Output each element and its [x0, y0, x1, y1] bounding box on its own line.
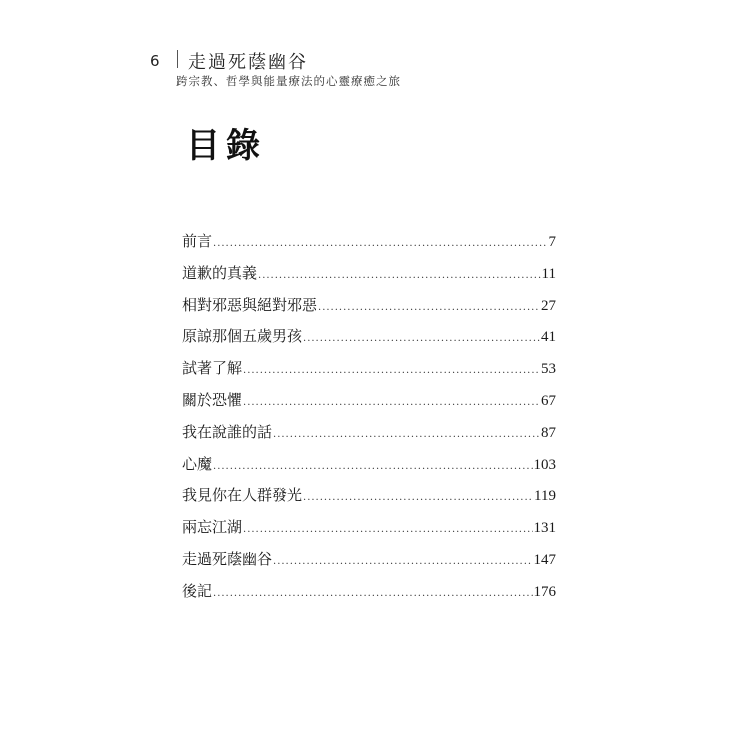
toc-entry-page: 7 [548, 234, 556, 250]
toc-entry-title: 試著了解 [182, 359, 243, 378]
dot-leader [303, 486, 533, 510]
toc-entry [182, 547, 556, 579]
toc-entry-page: 147 [533, 551, 556, 568]
book-title: 走過死蔭幽谷 [188, 52, 308, 73]
toc-entry [182, 420, 556, 452]
dot-leader [303, 327, 540, 351]
toc-entry-page: 87 [541, 424, 556, 441]
toc-entry-page: 53 [541, 361, 556, 378]
toc-entry-title: 道歉的真義 [182, 263, 258, 282]
table-of-contents [182, 229, 556, 611]
toc-entry [182, 356, 556, 388]
dot-leader [273, 550, 532, 574]
dot-leader [243, 518, 532, 542]
toc-entry-page: 41 [541, 329, 556, 346]
toc-entry-title: 我見你在人群發光 [182, 486, 303, 505]
toc-entry [182, 261, 556, 293]
toc-entry [182, 324, 556, 356]
toc-entry-page: 176 [533, 583, 556, 600]
toc-entry-page: 27 [541, 297, 556, 314]
toc-entry-title: 走過死蔭幽谷 [182, 549, 273, 568]
toc-entry-title: 心魔 [182, 454, 213, 473]
book-subtitle: 跨宗教、哲學與能量療法的心靈療癒之旅 [176, 74, 401, 88]
dot-leader [273, 423, 540, 447]
toc-entry-page: 11 [541, 265, 556, 282]
dot-leader [243, 391, 540, 415]
toc-entry [182, 483, 556, 515]
toc-entry-title: 關於恐懼 [182, 390, 243, 409]
dot-leader [213, 455, 532, 479]
page-number: 6 [150, 52, 160, 70]
toc-entry [182, 515, 556, 547]
dot-leader [258, 264, 541, 288]
toc-entry [182, 579, 556, 611]
toc-entry-title: 兩忘江湖 [182, 518, 243, 537]
toc-entry [182, 452, 556, 484]
toc-entry-page: 103 [533, 456, 556, 473]
toc-entry-title: 相對邪惡與絕對邪惡 [182, 295, 318, 314]
toc-entry [182, 229, 556, 261]
toc-entry [182, 388, 556, 420]
dot-leader [318, 296, 540, 320]
toc-entry-title: 我在說誰的話 [182, 422, 273, 441]
toc-entry-page: 67 [541, 392, 556, 409]
header-divider [177, 50, 178, 68]
dot-leader [213, 232, 547, 256]
dot-leader [213, 582, 532, 606]
toc-heading: 目錄 [186, 126, 266, 166]
toc-entry-title: 前言 [182, 232, 213, 250]
toc-entry-page: 131 [533, 520, 556, 537]
toc-entry-page: 119 [534, 488, 556, 505]
dot-leader [243, 359, 540, 383]
toc-entry-title: 原諒那個五歲男孩 [182, 327, 303, 346]
toc-entry [182, 293, 556, 325]
toc-entry-title: 後記 [182, 581, 213, 600]
